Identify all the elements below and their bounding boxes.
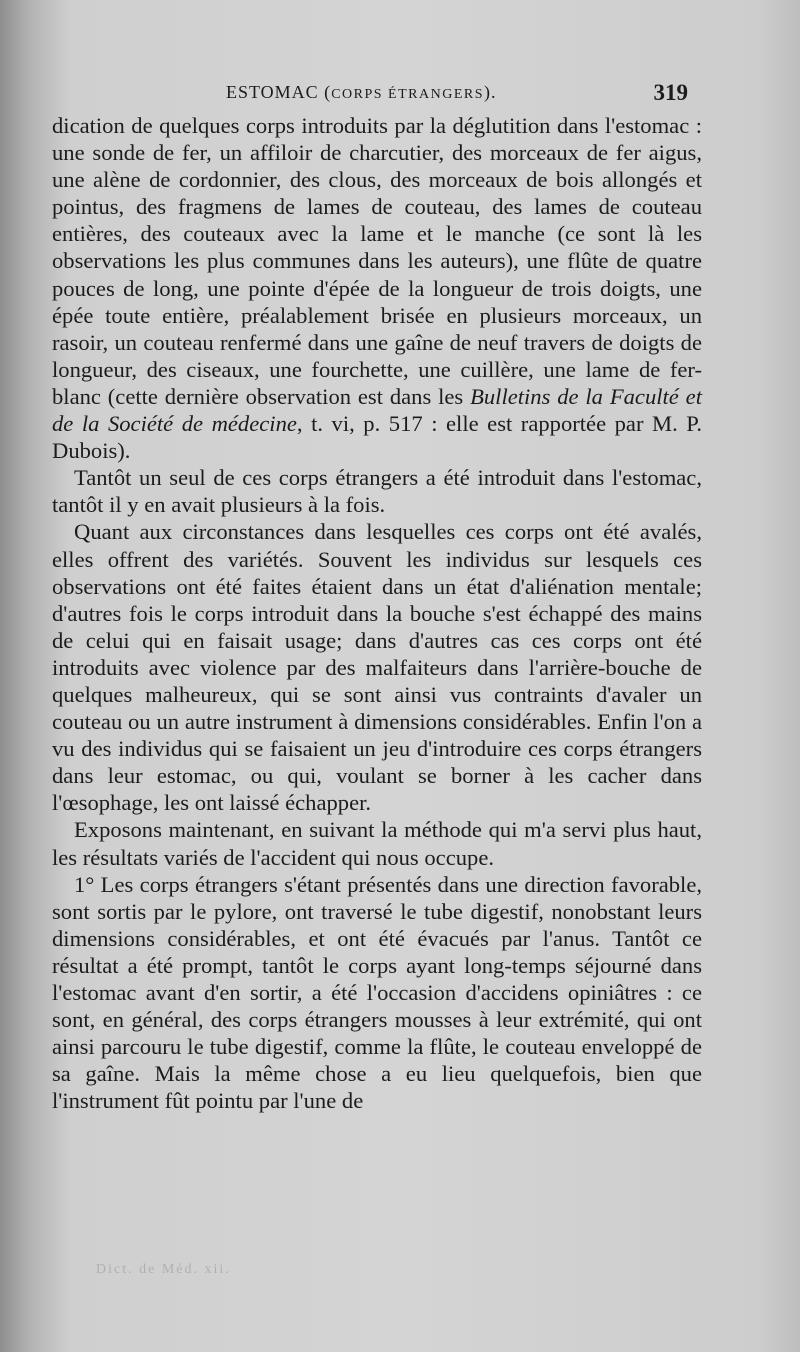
running-head — [226, 82, 497, 103]
running-head-end: ). — [484, 82, 497, 102]
paragraph-1-text: dication de quelques corps introduits par la déglutition dans l'estomac : une sonde de fer, un affiloir de charcutier, des morceaux de fer aigus, une alène de cordonnier, des clous, des morceaux de bois allongés et pointus, des fragmens de lames de couteau, des lames de couteau entières, des couteaux avec la lame et le manche (ce sont là les observations les plus communes dans les auteurs), une flûte de quatre pouces de long, une pointe d'épée de la longueur de trois doigts, une épée toute entière, préalablement brisée en plusieurs morceaux, un rasoir, un couteau renfermé dans une gaîne de neuf travers de doigts de longueur, des ciseaux, une fourchette, une cuillère, une lame de fer-blanc (cette dernière observation est dans les — [52, 113, 702, 409]
signature-mark: Dict. de Méd. xii. — [96, 1262, 231, 1277]
page-header — [226, 82, 688, 110]
running-head-smallcaps: CORPS ÉTRANGERS — [331, 87, 484, 102]
paragraph-1-end: , t. vi, p. 517 : elle est rapportée par M. P. Dubois). — [52, 411, 702, 464]
paragraph-4: Exposons maintenant, en suivant la méthode qui m'a servi plus haut, les résultats variés de l'accident qui nous occupe. — [52, 817, 702, 870]
body-text — [52, 112, 702, 1114]
running-head-main: ESTOMAC ( — [226, 82, 332, 102]
paragraph-3: Quant aux circonstances dans lesquelles ces corps ont été avalés, elles offrent des variétés. Souvent les individus sur lesquels ces observations ont été faites étaient dans un état d'aliénation mentale; d'autres fois le corps introduit dans la bouche s'est échappé des mains de celui qui en faisait usage; dans d'autres cas ces corps ont été introduits avec violence par des malfaiteurs dans l'arrière-bouche de quelques malheureux, qui se sont ainsi vus contraints d'avaler un couteau ou un autre instrument à dimensions considérables. Enfin l'on a vu des individus qui se faisaient un jeu d'introduire ces corps étrangers dans leur estomac, ou qui, voulant se borner à les cacher dans l'œsophage, les ont laissé échapper. — [52, 519, 702, 816]
paragraph-5: 1° Les corps étrangers s'étant présentés dans une direction favorable, sont sortis par le pylore, ont traversé le tube digestif, nonobstant leurs dimensions considérables, et ont été évacués par l'anus. Tantôt ce résultat a été prompt, tantôt le corps ayant long-temps séjourné dans l'estomac avant d'en sortir, a été l'occasion d'accidens opiniâtres : ce sont, en général, des corps étrangers mousses à leur extrémité, qui ont ainsi parcouru le tube digestif, comme la flûte, le couteau enveloppé de sa gaîne. Mais la même chose a eu lieu quelquefois, bien que l'instrument fût pointu par l'une de — [52, 871, 702, 1114]
page-number: 319 — [653, 80, 688, 105]
paragraph-2: Tantôt un seul de ces corps étrangers a été introduit dans l'estomac, tantôt il y en avait plusieurs à la fois. — [52, 465, 702, 518]
journal-title-italic: Bulletins de la Faculté et de la Société de médecine — [52, 383, 702, 437]
paragraph-1 — [52, 112, 702, 464]
